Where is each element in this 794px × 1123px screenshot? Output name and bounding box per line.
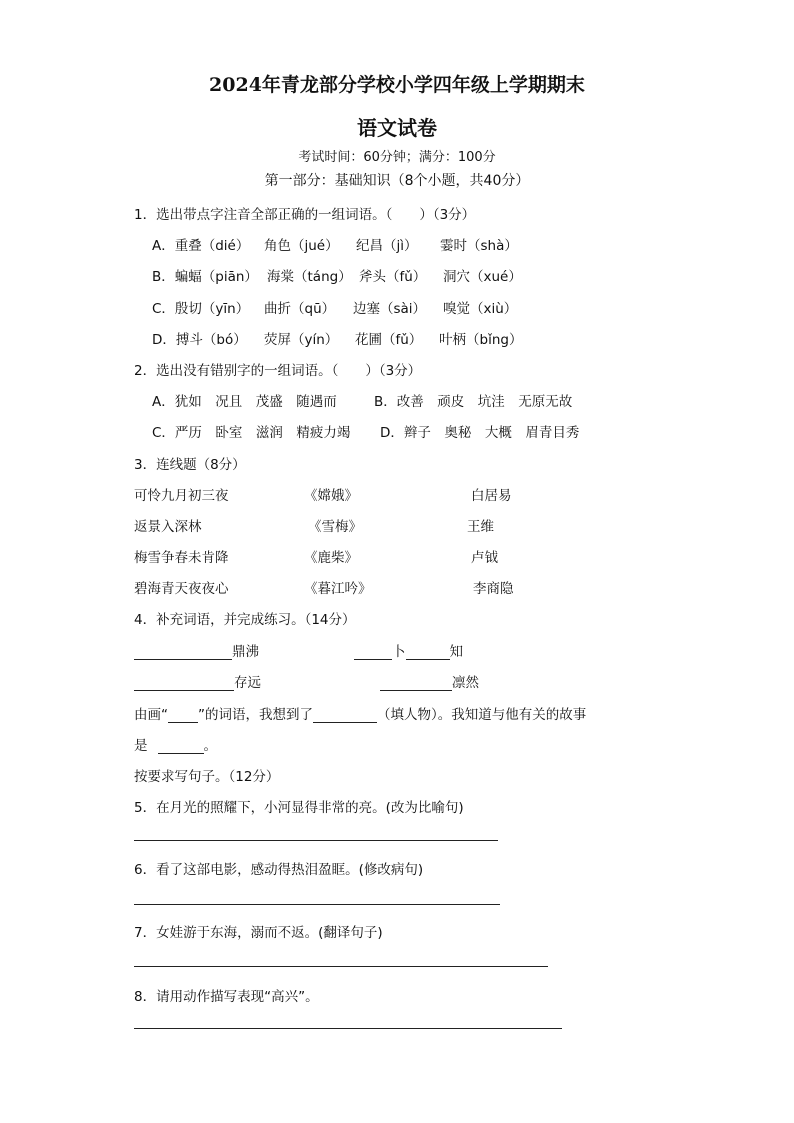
q3-poet-4: 李商隐 (473, 581, 514, 597)
answer-line-8[interactable] (134, 1028, 562, 1029)
q1-a-word2: 角色（jué） (264, 238, 339, 254)
question-4: 4．补充词语，并完成练习。（14分） (134, 612, 356, 628)
q3-verse-3: 梅雪争春未肯降 (134, 550, 229, 566)
q1-c-word1: C．殷切（yīn） (152, 301, 250, 317)
answer-line-5[interactable] (134, 840, 498, 841)
q1-b-word1: B．蝙蝠（piān） (152, 269, 258, 285)
q3-verse-4: 碧海青天夜夜心 (134, 581, 229, 597)
question-2: 2．选出没有错别字的一组词语。（ ）（3分） (134, 363, 422, 379)
q1-c-word4: 嗅觉（xiù） (443, 301, 518, 317)
q4-word-4-text: 凛然 (452, 675, 479, 691)
q4-word-4 (380, 671, 479, 691)
answer-line-6[interactable] (134, 904, 500, 905)
q3-poem-2: 《雪梅》 (308, 519, 362, 535)
q1-b-word2: 海棠（táng） (267, 269, 352, 285)
q4-word-2-text-a: 卜 (392, 644, 406, 660)
exam-title: 2024年青龙部分学校小学四年级上学期期末 (209, 74, 585, 96)
q4-a-part3: （填人物）。我知道与他有关的故事 (377, 707, 587, 723)
blank[interactable] (380, 676, 452, 691)
q1-c-word2: 曲折（qū） (264, 301, 336, 317)
q1-option-c (152, 297, 517, 317)
q1-d-word2: 荧屏（yín） (264, 332, 339, 348)
blank[interactable] (313, 708, 377, 723)
q1-d-word1: D．搏斗（bó） (152, 332, 247, 348)
question-8: 8．请用动作描写表现“高兴”。 (134, 989, 319, 1005)
q2-option-c: C．严历 卧室 滋润 精疲力竭 (152, 425, 351, 441)
q3-poem-4: 《暮江吟》 (304, 581, 372, 597)
q4-word-1-text: 鼎沸 (232, 644, 259, 660)
q4-a-part2: ”的词语，我想到了 (198, 707, 313, 723)
answer-line-7[interactable] (134, 966, 548, 967)
q2-option-a: A．犹如 况且 茂盛 随遇而 (152, 394, 337, 410)
q2-option-d: D．辫子 奥秘 大概 眉青目秀 (380, 425, 580, 441)
q1-d-word4: 叶柄（bǐng） (439, 332, 523, 348)
q4-b-part1: 是 (134, 738, 148, 754)
q3-poet-3: 卢钺 (471, 550, 498, 566)
blank[interactable] (406, 645, 450, 660)
q4-sentence-b (134, 734, 217, 754)
q1-b-word4: 洞穴（xué） (443, 269, 522, 285)
part-heading: 第一部分：基础知识（8个小题，共40分） (264, 173, 530, 189)
q1-option-d (152, 328, 522, 348)
question-3: 3．连线题（8分） (134, 457, 246, 473)
q1-b-word3: 斧头（fǔ） (359, 269, 427, 285)
q1-a-word4: 霎时（shà） (440, 238, 518, 254)
section-heading: 按要求写句子。（12分） (134, 769, 280, 785)
q1-option-a (152, 234, 518, 254)
q2-option-b: B．改善 顽皮 坑洼 无原无故 (374, 394, 573, 410)
blank[interactable] (134, 676, 234, 691)
q4-word-3-text: 存远 (234, 675, 261, 691)
blank[interactable] (158, 739, 204, 754)
q3-poet-1: 白居易 (471, 488, 512, 504)
question-1: 1．选出带点字注音全部正确的一组词语。（ ）（3分） (134, 207, 476, 223)
q3-poem-3: 《鹿柴》 (304, 550, 358, 566)
q3-verse-1: 可怜九月初三夜 (134, 488, 229, 504)
q4-b-period: 。 (203, 738, 217, 754)
q1-d-word3: 花圃（fǔ） (355, 332, 423, 348)
exam-subject: 语文试卷 (357, 116, 437, 140)
q1-c-word3: 边塞（sài） (353, 301, 427, 317)
blank[interactable] (354, 645, 392, 660)
question-7: 7．女娃游于东海，溺而不返。(翻译句子) (134, 925, 383, 941)
q1-option-b (152, 265, 522, 285)
q4-sentence-a (134, 703, 586, 723)
question-5: 5．在月光的照耀下，小河显得非常的亮。(改为比喻句) (134, 800, 464, 816)
q1-a-word3: 纪昌（jì） (356, 238, 418, 254)
exam-info: 考试时间：60分钟；满分：100分 (298, 150, 496, 165)
q3-poem-1: 《嫦娥》 (304, 488, 358, 504)
q3-poet-2: 王维 (467, 519, 494, 535)
q4-a-part1: 由画“ (134, 707, 168, 723)
blank[interactable] (134, 645, 232, 660)
q4-word-1 (134, 640, 259, 660)
q4-word-2-text-b: 知 (449, 644, 463, 660)
q3-verse-2: 返景入深林 (134, 519, 202, 535)
q1-a-word1: A．重叠（dié） (152, 238, 250, 254)
q4-word-2 (354, 640, 463, 660)
blank[interactable] (168, 708, 198, 723)
question-6: 6．看了这部电影，感动得热泪盈眶。(修改病句) (134, 862, 424, 878)
q4-word-3 (134, 671, 261, 691)
